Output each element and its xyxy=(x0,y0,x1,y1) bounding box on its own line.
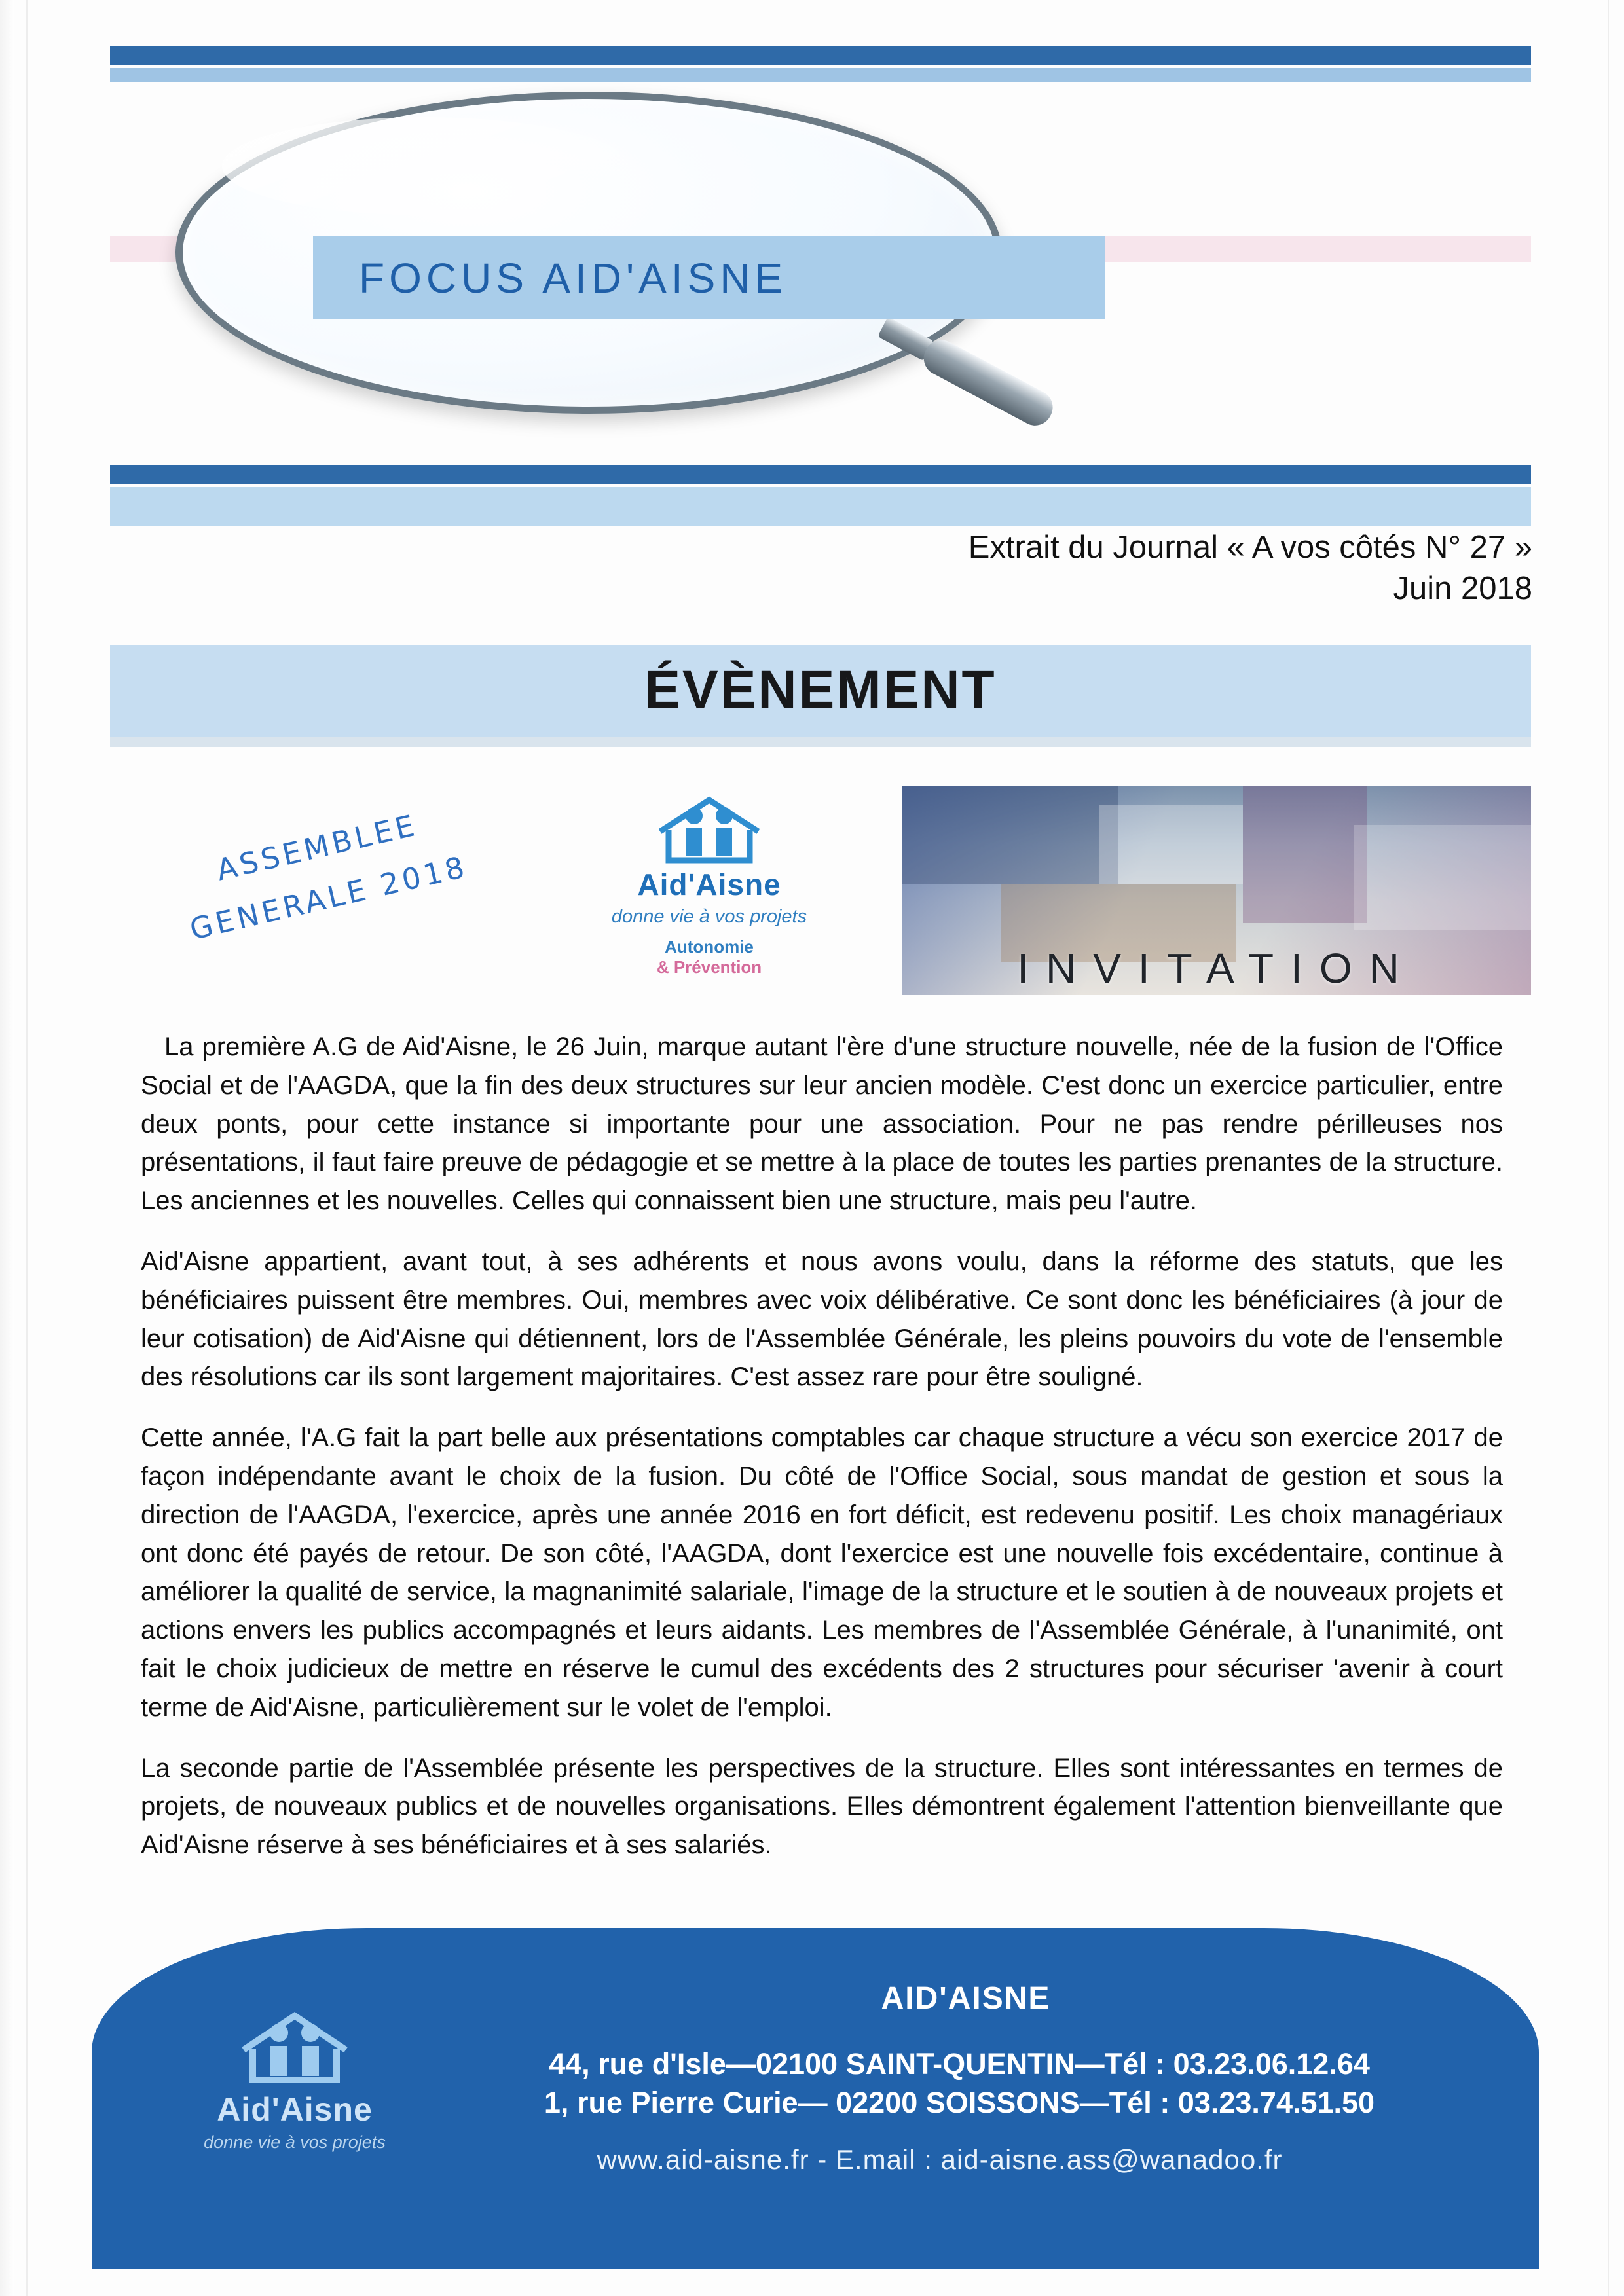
house-logo-icon xyxy=(229,2007,360,2085)
journal-reference xyxy=(550,527,1532,609)
invitation-row xyxy=(110,786,1531,1002)
magnifier-handle-grip xyxy=(918,334,1059,431)
header-bar-top-dark xyxy=(110,46,1531,65)
invitation-photo xyxy=(902,786,1531,995)
event-band xyxy=(110,645,1531,737)
prevention-line2: & Prévention xyxy=(656,957,762,977)
scan-edge-artifact xyxy=(0,0,14,2296)
journal-reference-line2: Juin 2018 xyxy=(1393,570,1532,606)
photo-region xyxy=(1099,805,1243,884)
footer-logo-tagline: donne vie à vos projets xyxy=(204,2132,386,2152)
logo-tagline: donne vie à vos projets xyxy=(611,906,807,927)
prevention-badge xyxy=(568,937,850,977)
footer-logo-name: Aid'Aisne xyxy=(217,2091,373,2128)
photo-region xyxy=(902,786,1118,884)
event-band-shadow xyxy=(110,737,1531,747)
article-paragraph: La première A.G de Aid'Aisne, le 26 Juin, marque autant l'ère d'une structure nouvelle, née de la fusion de l'Office Social et de l'AAGDA, que la fin des deux structures sur leur ancien modèle. C'est donc un exercice particulier, entre deux ponts, pour cette instance si importante pour une association. Pour ne pas rendre périlleuses nos présentations, il faut faire preuve de pédagogie et se mettre à la place de toutes les parties prenantes de la structure. Les anciennes et les nouvelles. Celles qui connaissent bien une structure, mais peu l'autre. xyxy=(141,1032,1503,1216)
prevention-line1: Autonomie xyxy=(665,937,754,957)
photo-region xyxy=(1354,825,1531,930)
header-bar-bottom-dark xyxy=(110,465,1531,484)
focus-title-text: FOCUS AID'AISNE xyxy=(359,255,788,302)
footer-contact-block xyxy=(92,1928,1539,2269)
article-body xyxy=(141,1028,1503,1887)
footer-address-line1: 44, rue d'Isle—02100 SAINT-QUENTIN—Tél : 03.23.06.12.64 xyxy=(549,2047,1370,2081)
footer-address-line2: 1, rue Pierre Curie— 02200 SOISSONS—Tél : 03.23.74.51.50 xyxy=(544,2086,1375,2120)
header-banner xyxy=(110,39,1531,524)
handwritten-assemblee-generale: ASSEMBLEE GENERALE 2018 xyxy=(186,807,471,947)
header-bar-top-light xyxy=(110,68,1531,82)
photo-region xyxy=(1243,786,1367,923)
footer-web-email[interactable]: www.aid-aisne.fr - E.mail : aid-aisne.ass@wanadoo.fr xyxy=(597,2144,1283,2175)
logo-name: Aid'Aisne xyxy=(637,867,781,902)
house-logo-icon xyxy=(647,792,771,864)
header-bar-bottom-light xyxy=(110,487,1531,526)
article-paragraph: Cette année, l'A.G fait la part belle aux présentations comptables car chaque structure a vécu son exercice 2017 de façon indépendante avant le choix de la fusion. Du côté de l'Office Social, sous mandat de gestion et sous la direction de l'AAGDA, l'exercice, après une année 2016 en fort déficit, est redevenu positif. Les choix managériaux ont donc été payés de retour. De son côté, l'AAGDA, dont l'exercice est une nouvelle fois excédentaire, continue à améliorer la qualité de service, la magnanimité salariale, l'image de la structure et le soutien à de nouveaux projets et actions envers les publics accompagnés et leurs aidants. Les membres de l'Assemblée Générale, à l'unanimité, ont fait le choix judicieux de mettre en réserve le cumul des excédents des 2 structures pour sécuriser 'avenir à court terme de Aid'Aisne, particulièrement sur le volet de l'emploi. xyxy=(141,1423,1503,1722)
focus-title-strip xyxy=(313,236,1105,319)
event-title: ÉVÈNEMENT xyxy=(644,660,997,720)
footer-logo xyxy=(164,2007,426,2153)
journal-reference-line1: Extrait du Journal « A vos côtés N° 27 » xyxy=(968,530,1532,565)
invitation-word: INVITATION xyxy=(1017,945,1416,992)
aidaisne-logo xyxy=(568,792,850,977)
article-paragraph: Aid'Aisne appartient, avant tout, à ses adhérents et nous avons voulu, dans la réforme des statuts, que les bénéficiaires puissent être membres. Oui, membres avec voix délibérative. Ce sont donc les bénéficiaires (à jour de leur cotisation) de Aid'Aisne qui détiennent, lors de l'Assemblée Générale, les pleins pouvoirs du vote de l'ensemble des résolutions car ils sont largement majoritaires. C'est assez rare pour être souligné. xyxy=(141,1247,1503,1392)
scan-line xyxy=(1608,0,1609,2296)
scan-line xyxy=(26,0,28,2296)
footer-address xyxy=(406,2045,1513,2123)
footer-org-name: AID'AISNE xyxy=(881,1981,1051,2016)
article-paragraph: La seconde partie de l'Assemblée présente les perspectives de la structure. Elles sont intéressantes en termes de projets, de nouveaux publics et de nouvelles organisations. Elles démontrent également l'attention bienveillante que Aid'Aisne réserve à ses bénéficiaires et à ses salariés. xyxy=(141,1753,1503,1860)
lens-highlight xyxy=(222,117,628,215)
magnifier-handle xyxy=(874,310,1059,432)
